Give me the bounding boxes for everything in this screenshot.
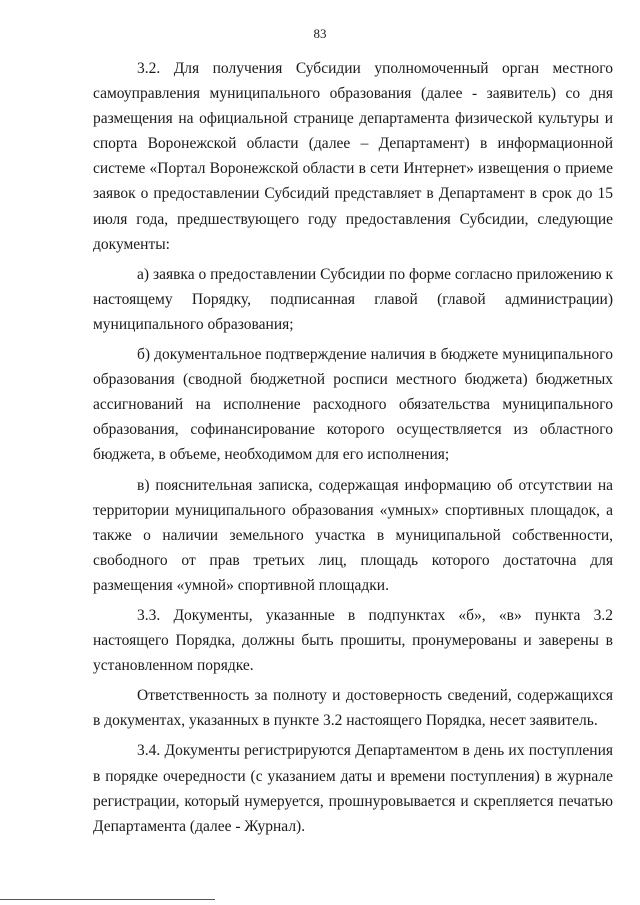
paragraph-3-3: 3.3. Документы, указанные в подпунктах «б», «в» пункта 3.2 настоящего Порядка, должны быть прошиты, пронумерованы и заверены в установленном порядке.: [93, 606, 613, 675]
paragraph-item-a: а) заявка о предоставлении Субсидии по форме согласно приложению к настоящему Порядку, подписанная главой (главой администрации) муниципального образования;: [93, 265, 613, 333]
paragraph-responsibility: Ответственность за полноту и достоверность сведений, содержащихся в документах, указанных в пункте 3.2 настоящего Порядка, несет заявитель.: [93, 687, 613, 730]
document-body: [93, 56, 613, 844]
page-number: 83: [313, 26, 327, 41]
paragraph-3-2: 3.2. Для получения Субсидии уполномоченный орган местного самоуправления муниципального образования (далее - заявитель) со дня размещения на официальной странице департамента физической культуры и спорта Воронежской области (далее – Департамент) в информационной системе «Портал Воронежской области в сети Интернет» извещения о приеме заявок о предоставлении Субсидий представляет в Департамент в срок до 15 июля года, предшествующего году предоставления Субсидии, следующие документы:: [93, 60, 613, 253]
paragraph-3-4: 3.4. Документы регистрируются Департаментом в день их поступления в порядке очередности (с указанием даты и времени поступления) в журнале регистрации, который нумеруется, прошнуровывается и скрепляется печатью Департамента (далее - Журнал).: [93, 742, 613, 835]
paragraph-item-b: б) документальное подтверждение наличия в бюджете муниципального образования (сводной бюджетной росписи местного бюджета) бюджетных ассигнований на исполнение расходного обязательства муниципального образования, софинансирование которого осуществляется из областного бюджета, в объеме, необходимом для его исполнения;: [93, 346, 613, 464]
footer-divider: [0, 899, 215, 900]
paragraph-item-v: в) пояснительная записка, содержащая информацию об отсутствии на территории муниципального образования «умных» спортивных площадок, а также о наличии земельного участка в муниципальной собственности, свободного от прав третьих лиц, площадь которого достаточна для размещения «умной» спортивной площадки.: [93, 476, 613, 594]
